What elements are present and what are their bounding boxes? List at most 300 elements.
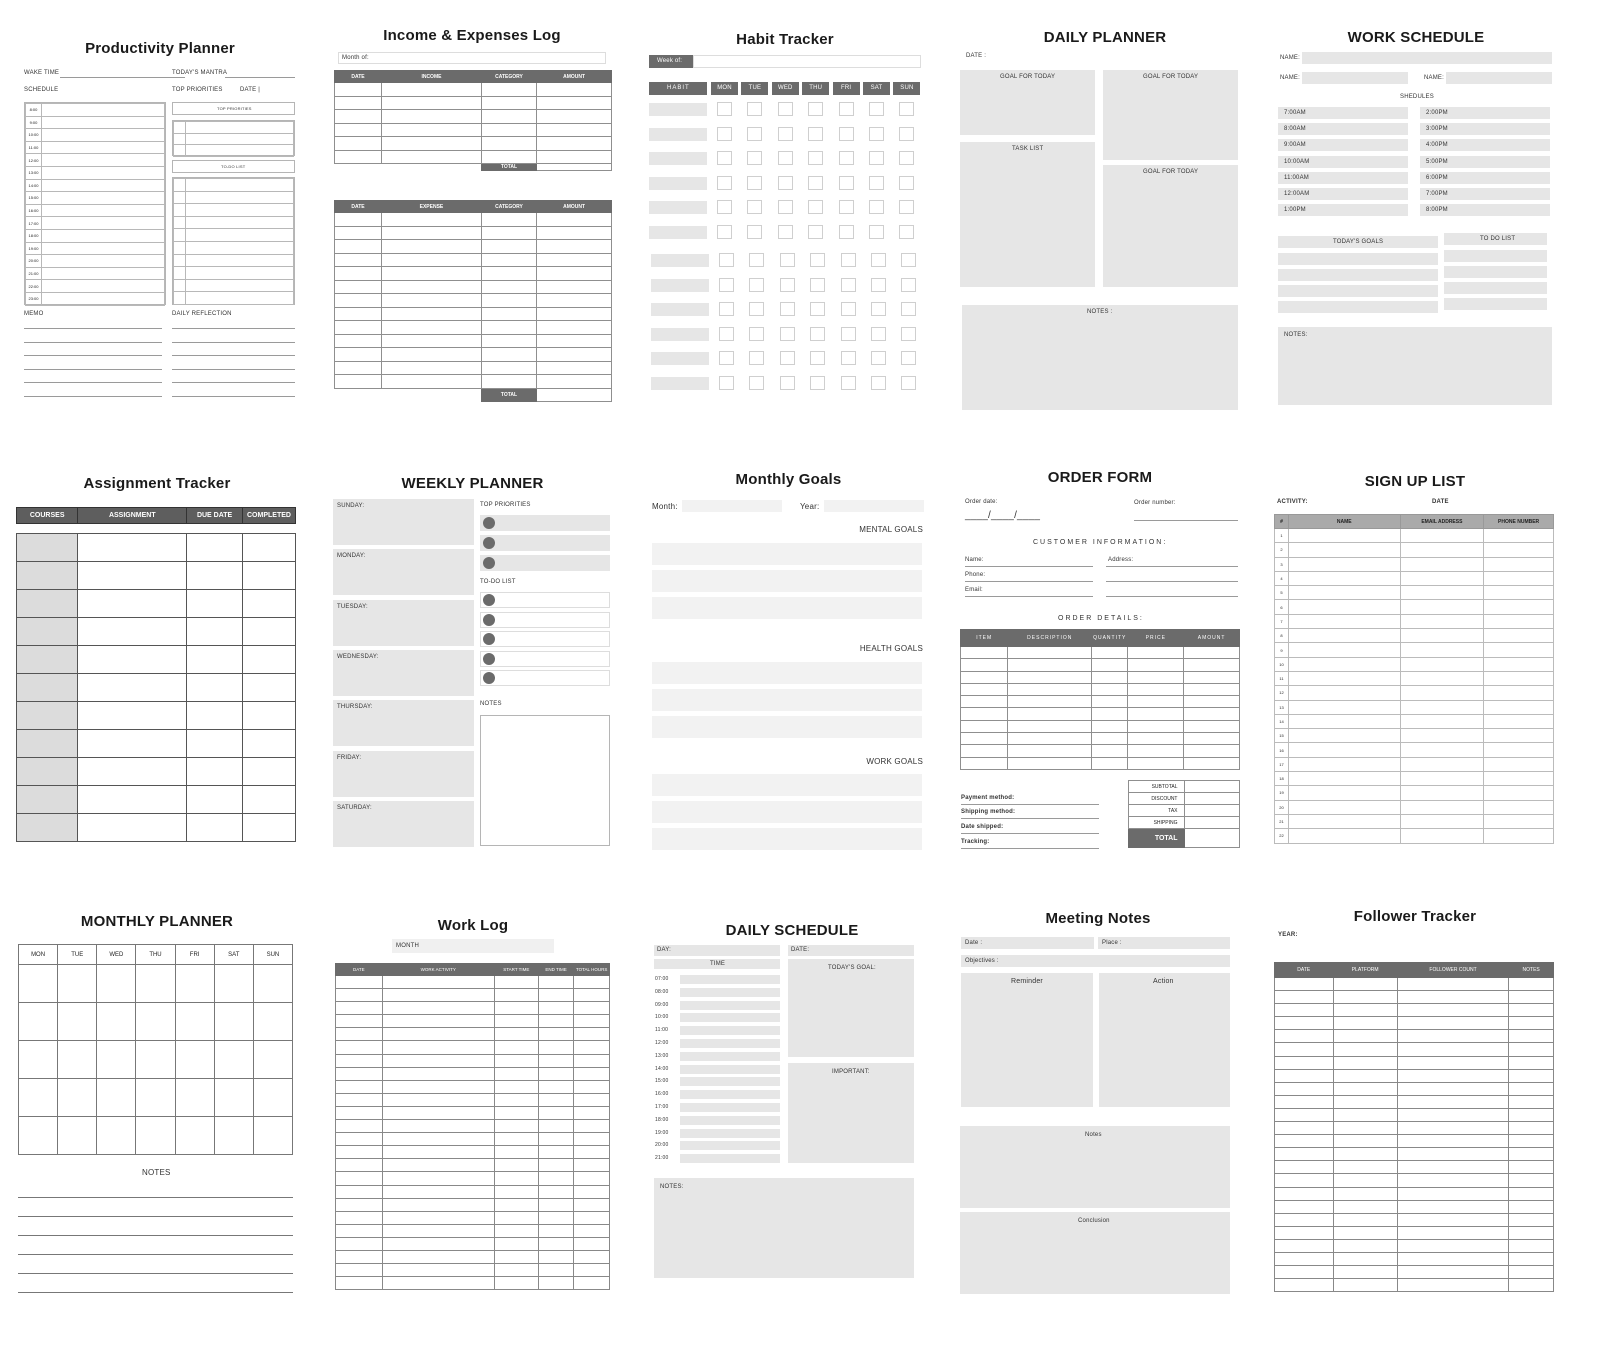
order-date-label: Order date: [965,499,998,505]
goal-line[interactable] [1278,285,1438,297]
signup-table [1274,514,1554,844]
tax-label: TAX [1129,805,1185,817]
time-entry[interactable] [680,1116,780,1125]
health-goals-label: HEALTH GOALS [859,644,923,653]
priority-line[interactable] [480,555,610,571]
habit-checkbox[interactable] [717,225,732,239]
follower-tracker [1272,905,1558,1298]
table-row [336,1185,610,1198]
habit-name-field[interactable] [649,201,707,214]
habit-checkbox[interactable] [717,151,732,165]
habit-tracker [645,25,925,415]
habit-checkbox[interactable] [778,225,793,239]
priority-line[interactable] [480,535,610,551]
column-header: PHONE NUMBER [1484,515,1554,529]
column-header: EMAIL ADDRESS [1400,515,1484,529]
top-priorities-label: TOP PRIORITIES [172,87,223,93]
habit-checkbox[interactable] [749,376,764,390]
goal-line[interactable] [1278,301,1438,313]
habit-checkbox[interactable] [749,351,764,365]
time-slot: 15:00 [26,192,42,205]
goal-line[interactable] [1278,269,1438,281]
time-slot: 2:00PM [1426,110,1448,116]
time-slot: 07:00 [655,976,669,982]
habit-checkbox[interactable] [749,278,764,292]
time-slot: 15:00 [655,1078,669,1085]
table-row [336,1080,610,1093]
habit-checkbox[interactable] [899,225,914,239]
habit-checkbox[interactable] [780,351,795,365]
habit-checkbox[interactable] [717,127,732,141]
priorities-grid [172,120,295,156]
habit-checkbox[interactable] [747,200,762,214]
table-row [336,1211,610,1224]
habit-checkbox[interactable] [901,253,916,267]
time-slot: 8:00PM [1426,207,1448,214]
table-row [17,646,296,674]
table-row [174,122,294,134]
template-title: Productivity Planner [85,40,235,57]
todo-box: TO-DO LIST [221,164,246,169]
table-row [336,1120,610,1133]
time-slot: 21:00 [655,1155,669,1162]
habit-checkbox[interactable] [780,327,795,341]
time-entry[interactable] [680,1065,780,1074]
table-row [335,334,612,348]
habit-checkbox[interactable] [808,151,823,165]
time-slot: 11:00 [655,1027,669,1034]
table-row [336,976,610,989]
habit-checkbox[interactable] [839,102,854,116]
table-row [19,965,293,1003]
notes-box: NOTES : [1087,309,1113,315]
habit-checkbox[interactable] [749,302,764,316]
table-row [335,294,612,308]
habit-checkbox[interactable] [810,278,825,292]
goal-box-1: GOAL FOR TODAY [1000,74,1056,80]
mental-goals-label: MENTAL GOALS [859,525,923,534]
priority-line[interactable] [480,515,610,531]
habit-checkbox[interactable] [871,351,886,365]
table-row [174,179,294,192]
habit-checkbox[interactable] [719,302,734,316]
table-row [174,279,294,292]
habit-checkbox[interactable] [778,200,793,214]
name-label: Name: [965,557,984,563]
column-header: ASSIGNMENT [78,508,187,524]
todo-line[interactable] [1444,298,1547,310]
time-slot: 12:00 [655,1040,669,1046]
habit-checkbox[interactable] [841,278,856,292]
goal-line[interactable] [652,543,922,565]
template-title: WORK SCHEDULE [1347,29,1485,46]
table-row [336,1093,610,1106]
day-header: THU [136,945,175,965]
habit-checkbox[interactable] [747,176,762,190]
habit-checkbox[interactable] [808,225,823,239]
table-row [174,216,294,229]
time-entry[interactable] [680,1103,780,1112]
column-header: DATE [335,201,382,213]
column-header: COMPLETED [242,508,295,524]
order-details-label: ORDER DETAILS: [1058,615,1144,622]
todo-line[interactable] [1444,282,1547,294]
monthly-goals [646,468,931,850]
todo-line[interactable] [480,592,610,608]
time-slot: 10:00 [26,129,42,142]
habit-checkbox[interactable] [717,102,732,116]
goal-line[interactable] [652,828,922,850]
habit-checkbox[interactable] [901,351,916,365]
goal-line[interactable] [652,662,922,684]
table-row [174,241,294,254]
todo-label: TO DO LIST [1480,236,1516,242]
time-slot: 10:00AM [1284,158,1310,165]
habit-checkbox[interactable] [810,351,825,365]
time-slot: 19:00 [26,242,42,255]
habit-checkbox[interactable] [747,127,762,141]
habit-checkbox[interactable] [778,127,793,141]
column-header: START TIME [494,964,538,976]
habit-name-field[interactable] [651,352,709,365]
table-row [335,348,612,362]
goal-line[interactable] [652,801,922,823]
todo-label: TO-DO LIST [480,579,516,585]
time-slot: 9:00AM [1284,142,1306,149]
table-row [336,1133,610,1146]
time-slot: 16:00 [26,204,42,217]
template-title: Habit Tracker [736,31,834,48]
habit-checkbox[interactable] [839,225,854,239]
template-title: Assignment Tracker [83,475,231,492]
todo-line[interactable] [480,670,610,686]
time-entry[interactable] [680,1013,780,1022]
habit-checkbox[interactable] [841,376,856,390]
habit-checkbox[interactable] [841,327,856,341]
habit-checkbox[interactable] [899,127,914,141]
total-label: TOTAL [481,388,536,401]
name-label: NAME: [1280,75,1301,81]
table-row [174,292,294,305]
goal-line[interactable] [652,597,922,619]
habit-checkbox[interactable] [839,176,854,190]
time-entry[interactable] [680,1026,780,1035]
day-label: MONDAY: [337,553,366,560]
goal-line[interactable] [652,689,922,711]
time-entry[interactable] [680,1039,780,1048]
table-row [1275,1187,1554,1200]
notes-label: NOTES [142,1168,171,1177]
habit-checkbox[interactable] [808,200,823,214]
table-row [336,1224,610,1237]
column-header: DESCRIPTION [1008,630,1092,647]
habit-checkbox[interactable] [747,225,762,239]
habit-checkbox[interactable] [901,376,916,390]
habit-name-field[interactable] [649,103,707,116]
table-row: 9 [1275,643,1554,657]
habit-checkbox[interactable] [808,127,823,141]
time-slot: 14:00 [655,1065,669,1072]
bullet-icon [483,594,495,606]
habit-checkbox[interactable] [719,376,734,390]
table-row [1275,1161,1554,1174]
time-entry[interactable] [680,1001,780,1010]
time-entry[interactable] [680,988,780,997]
month-label: Month of: [342,55,369,61]
table-row [1275,991,1554,1004]
habit-checkbox[interactable] [869,127,884,141]
total-label: TOTAL [481,164,536,171]
time-entry[interactable] [680,975,780,984]
table-row [1275,1213,1554,1226]
template-title: DAILY SCHEDULE [725,922,859,939]
habit-checkbox[interactable] [899,151,914,165]
time-slot: 6:00PM [1426,174,1448,181]
discount-label: DISCOUNT [1129,793,1185,805]
table-row [17,674,296,702]
column-header: PLATFORM [1333,963,1397,978]
notes-label: NOTES [480,701,502,707]
time-slot: 8:00 [26,104,42,117]
goal-box-2: GOAL FOR TODAY [1143,74,1199,80]
habit-checkbox[interactable] [899,176,914,190]
monthly-planner [14,908,300,1298]
time-slot: 09:00 [655,1001,669,1008]
habit-checkbox[interactable] [717,200,732,214]
goal-line[interactable] [652,570,922,592]
habit-checkbox[interactable] [780,302,795,316]
habit-name-field[interactable] [651,254,709,267]
habit-checkbox[interactable] [780,253,795,267]
day-label: DAY: [657,947,672,953]
habit-checkbox[interactable] [841,351,856,365]
table-row [1275,1043,1554,1056]
weekly-planner [330,468,615,850]
time-entry[interactable] [680,1052,780,1061]
order-table [960,629,1240,770]
day-label: WEDNESDAY: [337,653,379,660]
habit-checkbox[interactable] [869,176,884,190]
table-row: 5 [1275,586,1554,600]
habit-checkbox[interactable] [839,127,854,141]
habit-checkbox[interactable] [901,278,916,292]
day-label: TUESDAY: [337,603,368,610]
habit-checkbox[interactable] [869,151,884,165]
time-slot: 13:00 [26,166,42,179]
todo-line[interactable] [480,631,610,647]
todo-grid [172,177,295,305]
task-list: TASK LIST [1012,146,1044,152]
habit-checkbox[interactable] [810,253,825,267]
habit-name-field[interactable] [649,177,707,190]
time-slot: 11:00AM [1284,174,1309,181]
table-row [1275,1279,1554,1292]
habit-name-field[interactable] [651,377,709,390]
habit-checkbox[interactable] [871,302,886,316]
column-header: QUANTITY [1092,630,1128,647]
notes-label: Notes [1085,1132,1102,1138]
habit-checkbox[interactable] [719,278,734,292]
day-header: WED [97,945,136,965]
table-row [1275,1135,1554,1148]
habit-checkbox[interactable] [810,302,825,316]
date-label: DATE: [791,947,810,953]
day-header: FRI [175,945,214,965]
place-label: Place : [1102,940,1122,946]
todo-line[interactable] [480,651,610,667]
table-row: 8 [1275,629,1554,643]
goal-line[interactable] [1278,253,1438,265]
habit-checkbox[interactable] [901,302,916,316]
column-header: PRICE [1128,630,1184,647]
order-form: ORDER FORM Order date: ____/____/____ Order number: CUSTOMER INFORMATION: Name: Phone: Email: Address: ORDER DETAILS: ITEM DESCRIPTION QUANTITY PRICE AMOUNT Payment method: Shipping method: Date shipped: Tracking: SUBTOTAL DISCOUNT TAX SHIPPING TOTAL [958,466,1242,852]
habit-checkbox[interactable] [719,351,734,365]
column-header: DUE DATE [187,508,243,524]
habit-checkbox[interactable] [810,327,825,341]
table-row [336,1015,610,1028]
bullet-icon [483,557,495,569]
table-row [335,137,612,151]
table-row: 15 [1275,729,1554,743]
habit-checkbox[interactable] [717,176,732,190]
phone-label: Phone: [965,572,986,578]
goal-line[interactable] [652,774,922,796]
time-slot: 14:00 [26,179,42,192]
table-row [961,708,1240,720]
time-entry[interactable] [680,1090,780,1099]
habit-name-field[interactable] [651,279,709,292]
habit-checkbox[interactable] [899,102,914,116]
table-row [335,280,612,294]
bullet-icon [483,614,495,626]
table-row [1275,1004,1554,1017]
table-row [1275,1174,1554,1187]
time-slot: 9:00 [26,116,42,129]
habit-checkbox[interactable] [778,102,793,116]
habit-checkbox[interactable] [780,278,795,292]
time-entry[interactable] [680,1077,780,1086]
habit-checkbox[interactable] [780,376,795,390]
habit-checkbox[interactable] [869,102,884,116]
table-row [19,1079,293,1117]
habit-checkbox[interactable] [749,327,764,341]
notes-box [480,715,610,846]
table-row [1275,1082,1554,1095]
table-row [961,683,1240,695]
column-header: NAME [1288,515,1400,529]
date-label: Date : [965,940,983,946]
habit-name-field[interactable] [651,328,709,341]
habit-checkbox[interactable] [841,253,856,267]
habit-checkbox[interactable] [839,200,854,214]
table-row [336,989,610,1002]
table-row [336,1277,610,1290]
time-entry[interactable] [680,1154,780,1163]
todo-line[interactable] [1444,266,1547,278]
day-label: FRIDAY: [337,754,362,761]
column-header: DATE [1275,963,1334,978]
time-label: TIME [710,961,726,967]
table-row: 4 [1275,571,1554,585]
table-row [336,1106,610,1119]
mantra-label: TODAY'S MANTRA [172,70,228,76]
time-entry[interactable] [680,1129,780,1138]
habit-checkbox[interactable] [841,302,856,316]
habit-checkbox[interactable] [749,253,764,267]
time-entry[interactable] [680,1141,780,1150]
bullet-icon [483,517,495,529]
habit-checkbox[interactable] [808,102,823,116]
table-row [961,757,1240,769]
habit-checkbox[interactable] [778,176,793,190]
assignment-tracker [14,468,300,848]
time-slot: 12:00 [26,154,42,167]
habit-checkbox[interactable] [778,151,793,165]
table-row [336,1146,610,1159]
table-row: 20 [1275,800,1554,814]
column-header: WORK ACTIVITY [382,964,494,976]
table-row: 10 [1275,657,1554,671]
habit-checkbox[interactable] [871,327,886,341]
habit-checkbox[interactable] [869,225,884,239]
work-goals-label: WORK GOALS [866,757,923,766]
habit-checkbox[interactable] [901,327,916,341]
todays-goals-label: TODAY'S GOALS [1333,239,1384,245]
table-row [961,671,1240,683]
habit-name-field[interactable] [649,152,707,165]
habit-name-field[interactable] [649,128,707,141]
habit-checkbox[interactable] [871,253,886,267]
habit-checkbox[interactable] [810,376,825,390]
income-expenses-log [332,20,612,415]
habit-checkbox[interactable] [871,376,886,390]
email-label: Email: [965,587,983,593]
column-header: TOTAL HOURS [574,964,610,976]
table-row [961,659,1240,671]
habit-checkbox[interactable] [808,176,823,190]
shipping-method-label: Shipping method: [961,809,1016,815]
column-header: CATEGORY [481,71,536,83]
time-slot: 16:00 [655,1091,669,1098]
habit-name-field[interactable] [649,226,707,239]
habit-checkbox[interactable] [719,327,734,341]
habit-checkbox[interactable] [871,278,886,292]
habit-checkbox[interactable] [747,151,762,165]
habit-checkbox[interactable] [839,151,854,165]
habit-checkbox[interactable] [747,102,762,116]
address-label: Address: [1108,557,1134,563]
todo-line[interactable] [1444,250,1547,262]
table-row [335,321,612,335]
table-row: 16 [1275,743,1554,757]
table-row [336,1237,610,1250]
action-label: Action [1153,978,1174,985]
habit-checkbox[interactable] [719,253,734,267]
table-row [336,1054,610,1067]
habit-checkbox[interactable] [869,200,884,214]
date-label: DATE : [966,53,987,59]
daily-planner [960,25,1250,415]
conclusion-label: Conclusion [1078,1218,1110,1224]
habit-checkbox[interactable] [899,200,914,214]
habit-name-field[interactable] [651,303,709,316]
objectives-label: Objectives : [965,958,999,964]
goal-line[interactable] [652,716,922,738]
table-row [174,267,294,280]
todo-line[interactable] [480,612,610,628]
top-priorities-box: TOP PRIORITIES [217,106,252,111]
assignment-table [16,507,296,842]
